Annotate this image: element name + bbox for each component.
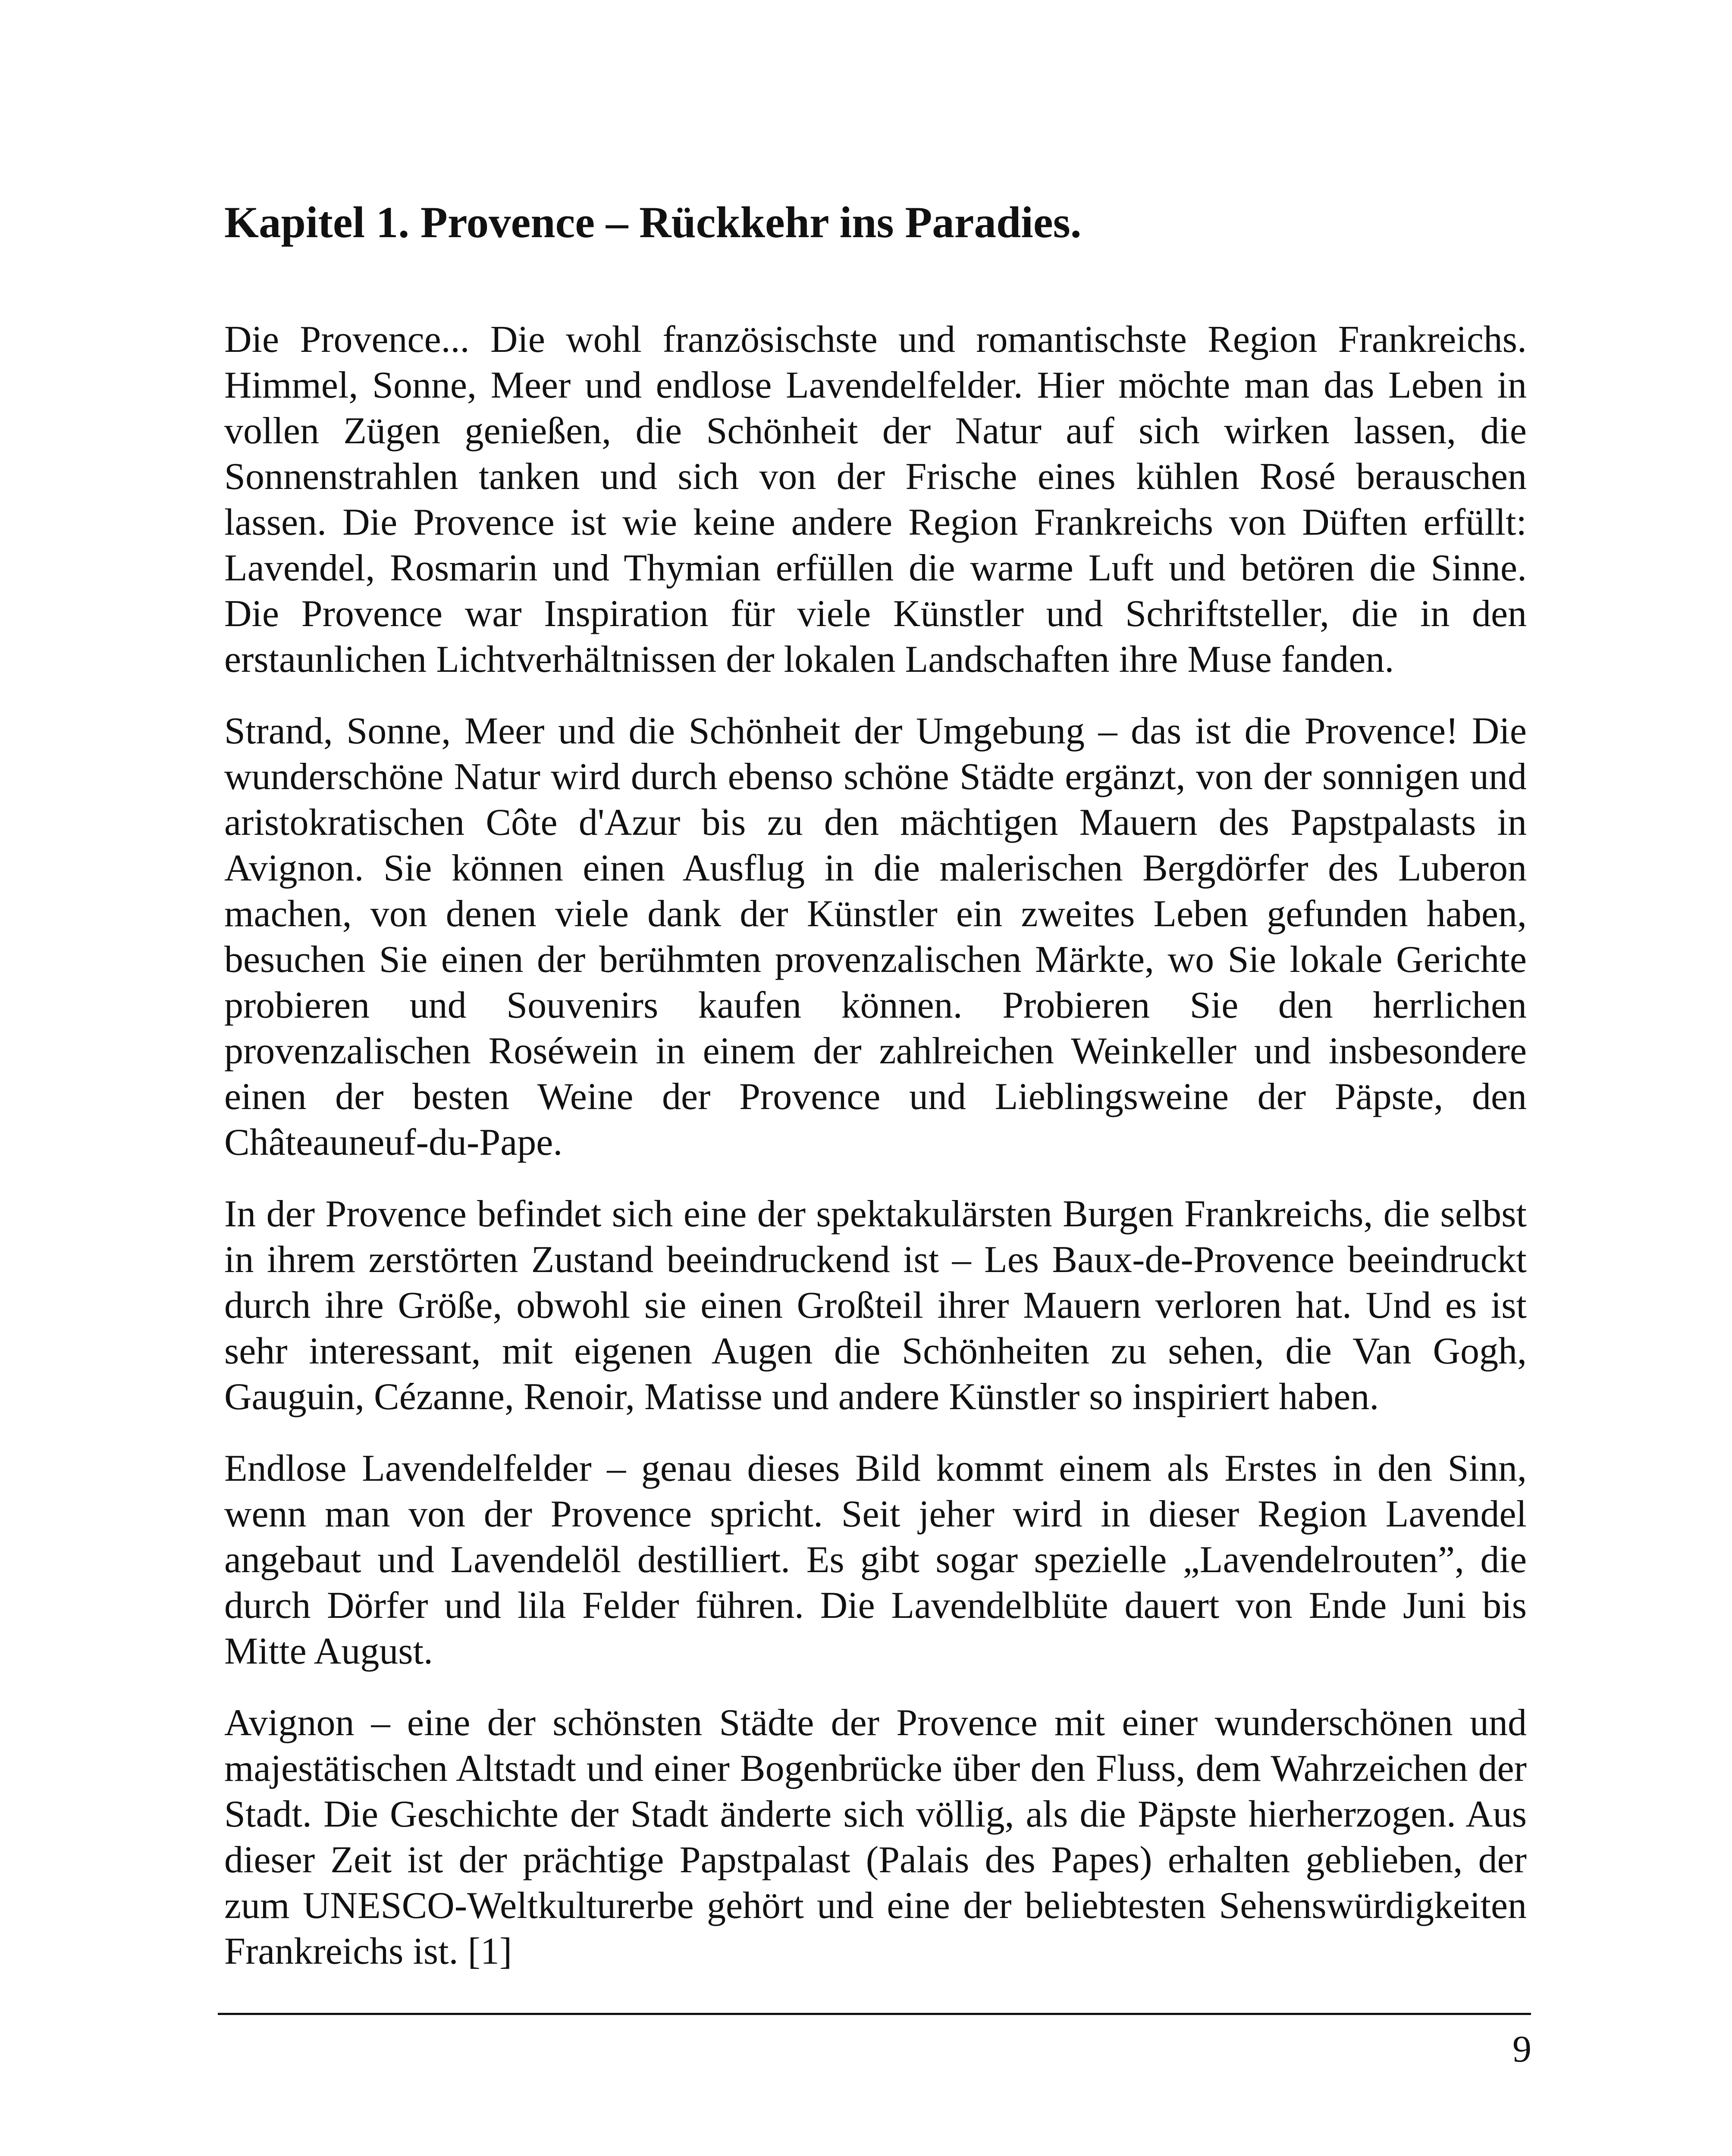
paragraph-1: Die Provence... Die wohl französischste und romantischste Region Frankreichs. Himmel, Sonne, Meer und endlose Lavendelfelder. Hier möchte man das Leben in vollen Zügen genießen, die Schönheit der Natur auf sich wirken lassen, die Sonnenstrahlen tanken und sich von der Frische eines kühlen Rosé berauschen lassen. Die Provence ist wie keine andere Region Frankreichs von Düften erfüllt: Lavendel, Rosmarin und Thymian erfüllen die warme Luft und betören die Sinne. Die Provence war Inspiration für viele Künstler und Schriftsteller, die in den erstaunlichen Lichtverhältnissen der lokalen Landschaften ihre Muse fanden. [224, 319, 1527, 680]
paragraph-2: Strand, Sonne, Meer und die Schönheit der Umgebung – das ist die Provence! Die wunderschöne Natur wird durch ebenso schöne Städte ergänzt, von der sonnigen und aristokratischen Côte d'Azur bis zu den mächtigen Mauern des Papstpalasts in Avignon. Sie können einen Ausflug in die malerischen Bergdörfer des Luberon machen, von denen viele dank der Künstler ein zweites Leben gefunden haben, besuchen Sie einen der berühmten provenzalischen Märkte, wo Sie lokale Gerichte probieren und Souvenirs kaufen können. Probieren Sie den herrlichen provenzalischen Roséwein in einem der zahlreichen Weinkeller und insbesondere einen der besten Weine der Provence und Lieblingsweine der Päpste, den Châteauneuf-du-Pape. [224, 710, 1527, 1163]
footer-divider [218, 2013, 1531, 2015]
chapter-title: Kapitel 1. Provence – Rückkehr ins Paradies. [224, 198, 1082, 247]
paragraph-5: Avignon – eine der schönsten Städte der Provence mit einer wunderschönen und majestätischen Altstadt und einer Bogenbrücke über den Fluss, dem Wahrzeichen der Stadt. Die Geschichte der Stadt änderte sich völlig, als die Päpste hierherzogen. Aus dieser Zeit ist der prächtige Papstpalast (Palais des Papes) erhalten geblieben, der zum UNESCO-Weltkulturerbe gehört und eine der beliebtesten Sehenswürdigkeiten Frankreichs ist. [1] [224, 1702, 1527, 1972]
page-number: 9 [1512, 2028, 1531, 2070]
body-text [224, 317, 1527, 2000]
paragraph-3: In der Provence befindet sich eine der spektakulärsten Burgen Frankreichs, die selbst in ihrem zerstörten Zustand beeindruckend ist – Les Baux-de-Provence beeindruckt durch ihre Größe, obwohl sie einen Großteil ihrer Mauern verloren hat. Und es ist sehr interessant, mit eigenen Augen die Schönheiten zu sehen, die Van Gogh, Gauguin, Cézanne, Renoir, Matisse und andere Künstler so inspiriert haben. [224, 1193, 1527, 1418]
paragraph-4: Endlose Lavendelfelder – genau dieses Bild kommt einem als Erstes in den Sinn, wenn man von der Provence spricht. Seit jeher wird in dieser Region Lavendel angebaut und Lavendelöl destilliert. Es gibt sogar spezielle „Lavendelrouten”, die durch Dörfer und lila Felder führen. Die Lavendelblüte dauert von Ende Juni bis Mitte August. [224, 1448, 1527, 1672]
